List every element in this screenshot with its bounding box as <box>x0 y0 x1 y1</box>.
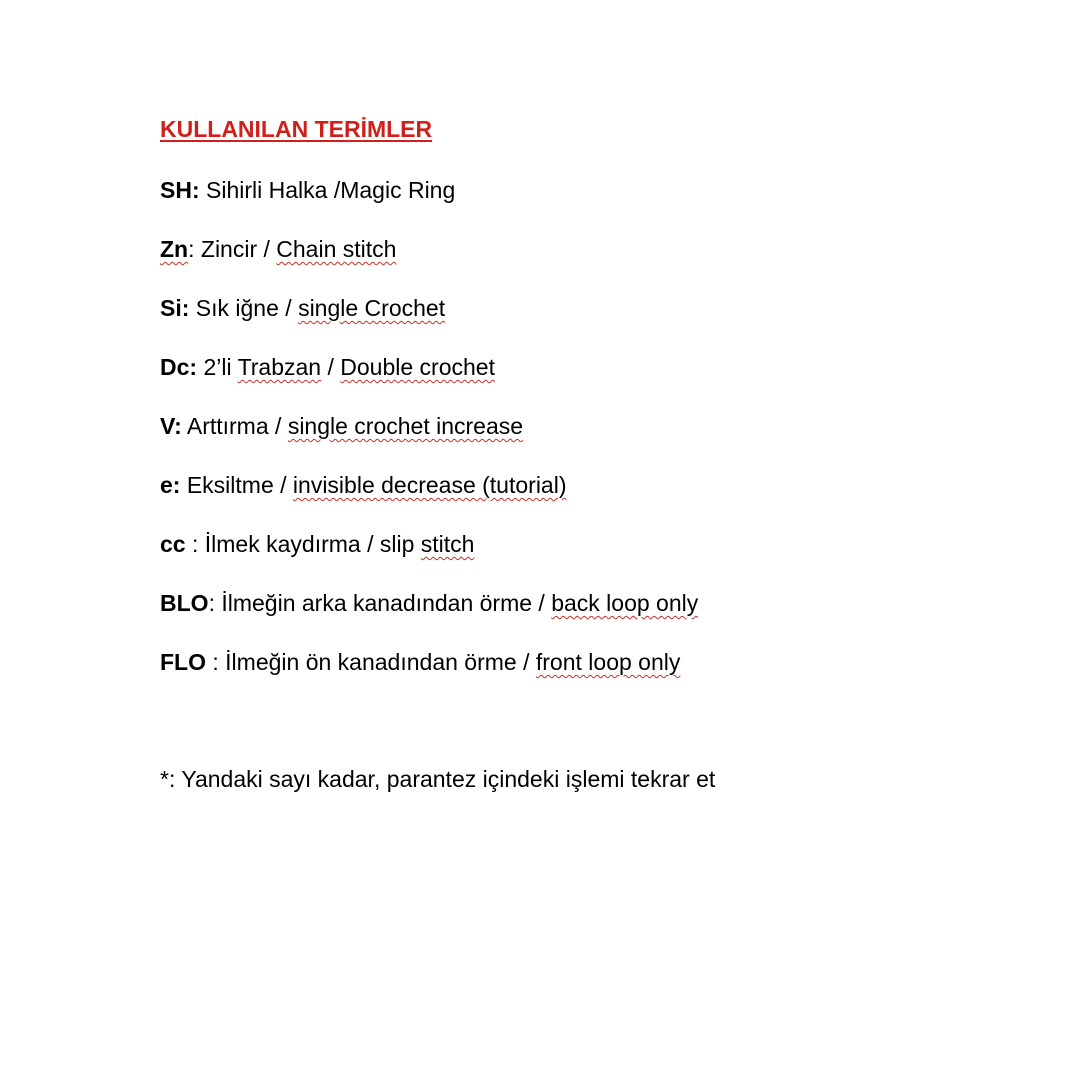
term-text: 2’li <box>197 354 238 380</box>
term-zn <box>160 234 396 264</box>
term-text-flagged: back loop only <box>551 590 699 616</box>
term-abbr: e: <box>160 472 181 498</box>
footnote: *: Yandaki sayı kadar, parantez içindeki işlemi tekrar et <box>160 766 716 792</box>
term-text: : İlmeğin ön kanadından örme / <box>206 649 536 675</box>
document-page <box>160 0 1060 1080</box>
term-text: : İlmeğin arka kanadından örme / <box>208 590 552 616</box>
term-text-flagged: front loop only <box>535 649 681 675</box>
term-text: Arttırma / <box>181 413 288 439</box>
term-dc <box>160 352 495 382</box>
term-text: : Zincir / <box>188 236 277 262</box>
term-text-flagged: invisible decrease (tutorial) <box>292 472 567 498</box>
term-abbr: Si: <box>160 295 190 321</box>
term-v <box>160 411 523 441</box>
term-text-flagged: single Crochet <box>298 295 446 321</box>
term-blo <box>160 588 698 618</box>
term-abbr: FLO <box>160 649 206 675</box>
term-text-flagged: Trabzan <box>237 354 322 380</box>
term-text: / <box>321 354 341 380</box>
term-flo <box>160 647 680 677</box>
term-text-flagged: stitch <box>420 531 475 557</box>
term-abbr: Zn <box>160 236 189 262</box>
term-text: Eksiltme / <box>180 472 293 498</box>
term-si <box>160 293 445 323</box>
term-e <box>160 470 567 500</box>
term-abbr: V: <box>160 413 182 439</box>
term-text-flagged: single crochet increase <box>287 413 524 439</box>
term-text: : İlmek kaydırma / slip <box>185 531 421 557</box>
term-text-flagged: Chain stitch <box>276 236 397 262</box>
term-abbr: SH: <box>160 177 200 203</box>
term-text-flagged: Double crochet <box>340 354 495 380</box>
term-abbr: BLO <box>160 590 209 616</box>
term-sh <box>160 175 455 205</box>
term-text: Sihirli Halka /Magic Ring <box>199 177 456 203</box>
term-abbr: Dc: <box>160 354 198 380</box>
term-abbr: cc <box>160 531 186 557</box>
term-cc <box>160 529 474 559</box>
term-text: Sık iğne / <box>189 295 299 321</box>
page-title: KULLANILAN TERİMLER <box>160 116 433 142</box>
